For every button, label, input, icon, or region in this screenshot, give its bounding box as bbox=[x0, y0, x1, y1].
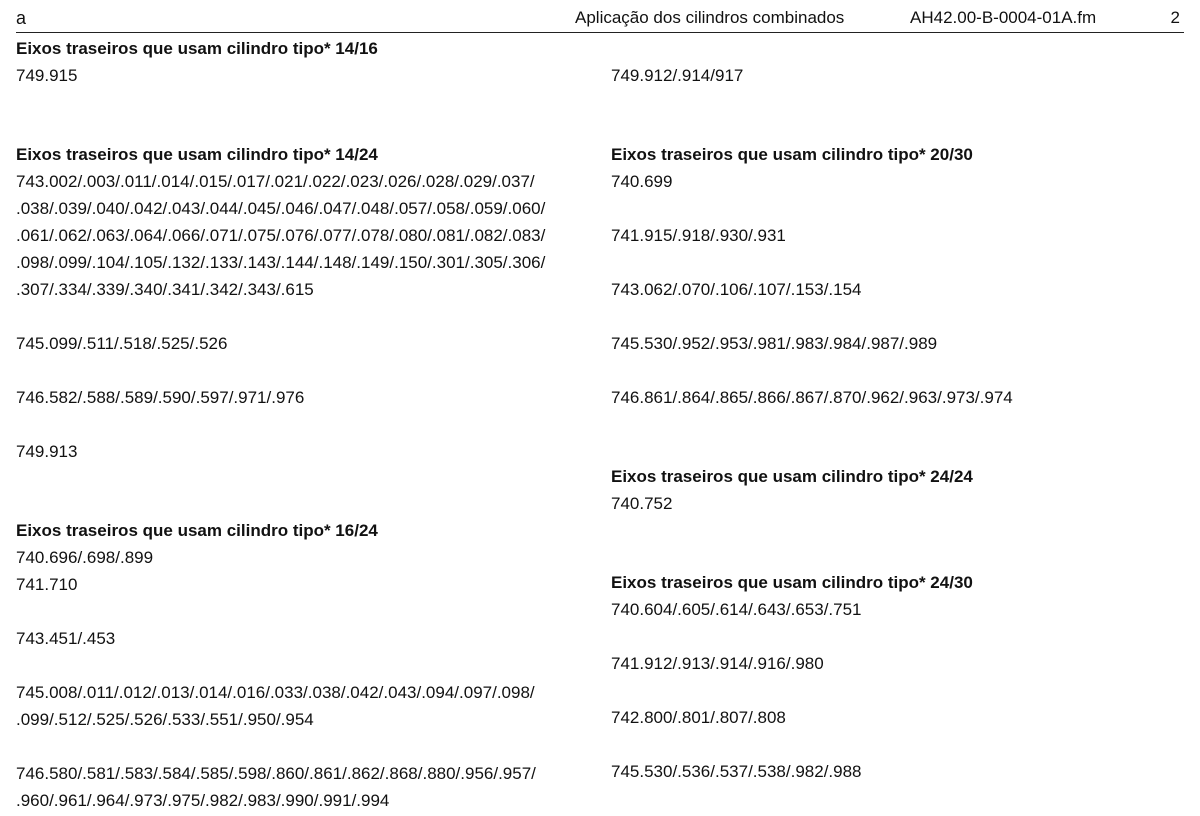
section-title: Eixos traseiros que usam cilindro tipo* 14/24 bbox=[16, 145, 378, 164]
part-number-line: .960/.961/.964/.973/.975/.982/.983/.990/.991/.994 bbox=[16, 791, 390, 810]
part-number-line: 745.099/.511/.518/.525/.526 bbox=[16, 334, 228, 353]
part-number-line: 741.915/.918/.930/.931 bbox=[611, 226, 786, 245]
part-number-line: 740.696/.698/.899 bbox=[16, 548, 154, 567]
part-number-line: 745.530/.536/.537/.538/.982/.988 bbox=[611, 762, 862, 781]
part-number-line: 743.002/.003/.011/.014/.015/.017/.021/.022/.023/.026/.028/.029/.037/ bbox=[16, 172, 535, 191]
section-title: Eixos traseiros que usam cilindro tipo* 24/24 bbox=[611, 467, 973, 486]
part-number-line: 745.008/.011/.012/.013/.014/.016/.033/.038/.042/.043/.094/.097/.098/ bbox=[16, 683, 535, 702]
section-title: Eixos traseiros que usam cilindro tipo* 16/24 bbox=[16, 521, 378, 540]
section-title: Eixos traseiros que usam cilindro tipo* 14/16 bbox=[16, 39, 378, 58]
spacer bbox=[16, 465, 586, 518]
section-20-30 bbox=[611, 142, 1184, 411]
part-number-line: 740.699 bbox=[611, 172, 673, 191]
part-number-line: 749.915 bbox=[16, 66, 78, 85]
section-24-24 bbox=[611, 464, 1184, 517]
header-page-number: 2 bbox=[1170, 8, 1180, 27]
section-14-16 bbox=[16, 36, 586, 89]
section-14-24 bbox=[16, 142, 586, 465]
part-number-line: 740.752 bbox=[611, 494, 673, 513]
spacer bbox=[611, 89, 1184, 142]
spacer bbox=[16, 89, 586, 142]
part-number-line: 741.912/.913/.914/.916/.980 bbox=[611, 654, 824, 673]
part-number-line: 749.913 bbox=[16, 442, 78, 461]
part-number-line: 749.912/.914/917 bbox=[611, 66, 744, 85]
section-24-30 bbox=[611, 570, 1184, 785]
section-title: Eixos traseiros que usam cilindro tipo* 20/30 bbox=[611, 145, 973, 164]
left-column bbox=[16, 36, 586, 814]
right-column bbox=[611, 36, 1184, 785]
part-number-line: .307/.334/.339/.340/.341/.342/.343/.615 bbox=[16, 280, 314, 299]
part-number-line: .098/.099/.104/.105/.132/.133/.143/.144/.148/.149/.150/.301/.305/.306/ bbox=[16, 253, 546, 272]
header-title: Aplicação dos cilindros combinados bbox=[575, 8, 845, 27]
header-marker: a bbox=[16, 8, 27, 28]
part-number-line: 746.580/.581/.583/.584/.585/.598/.860/.861/.862/.868/.880/.956/.957/ bbox=[16, 764, 536, 783]
part-number-line: 740.604/.605/.614/.643/.653/.751 bbox=[611, 600, 862, 619]
part-number-line: 741.710 bbox=[16, 575, 78, 594]
spacer bbox=[611, 411, 1184, 464]
section-16-24 bbox=[16, 518, 586, 814]
part-number-line: 745.530/.952/.953/.981/.983/.984/.987/.989 bbox=[611, 334, 938, 353]
part-number-line: 746.861/.864/.865/.866/.867/.870/.962/.963/.973/.974 bbox=[611, 388, 1013, 407]
spacer bbox=[611, 517, 1184, 570]
part-number-line: 743.451/.453 bbox=[16, 629, 116, 648]
part-number-line: 743.062/.070/.106/.107/.153/.154 bbox=[611, 280, 862, 299]
part-number-line: .038/.039/.040/.042/.043/.044/.045/.046/.047/.048/.057/.058/.059/.060/ bbox=[16, 199, 546, 218]
page-header bbox=[16, 6, 1184, 33]
section-title: Eixos traseiros que usam cilindro tipo* 24/30 bbox=[611, 573, 973, 592]
section-14-16-continued bbox=[611, 36, 1184, 89]
part-number-line: .099/.512/.525/.526/.533/.551/.950/.954 bbox=[16, 710, 314, 729]
part-number-line: 742.800/.801/.807/.808 bbox=[611, 708, 786, 727]
part-number-line: .061/.062/.063/.064/.066/.071/.075/.076/.077/.078/.080/.081/.082/.083/ bbox=[16, 226, 546, 245]
part-number-line: 746.582/.588/.589/.590/.597/.971/.976 bbox=[16, 388, 305, 407]
header-filename: AH42.00-B-0004-01A.fm bbox=[910, 8, 1097, 27]
